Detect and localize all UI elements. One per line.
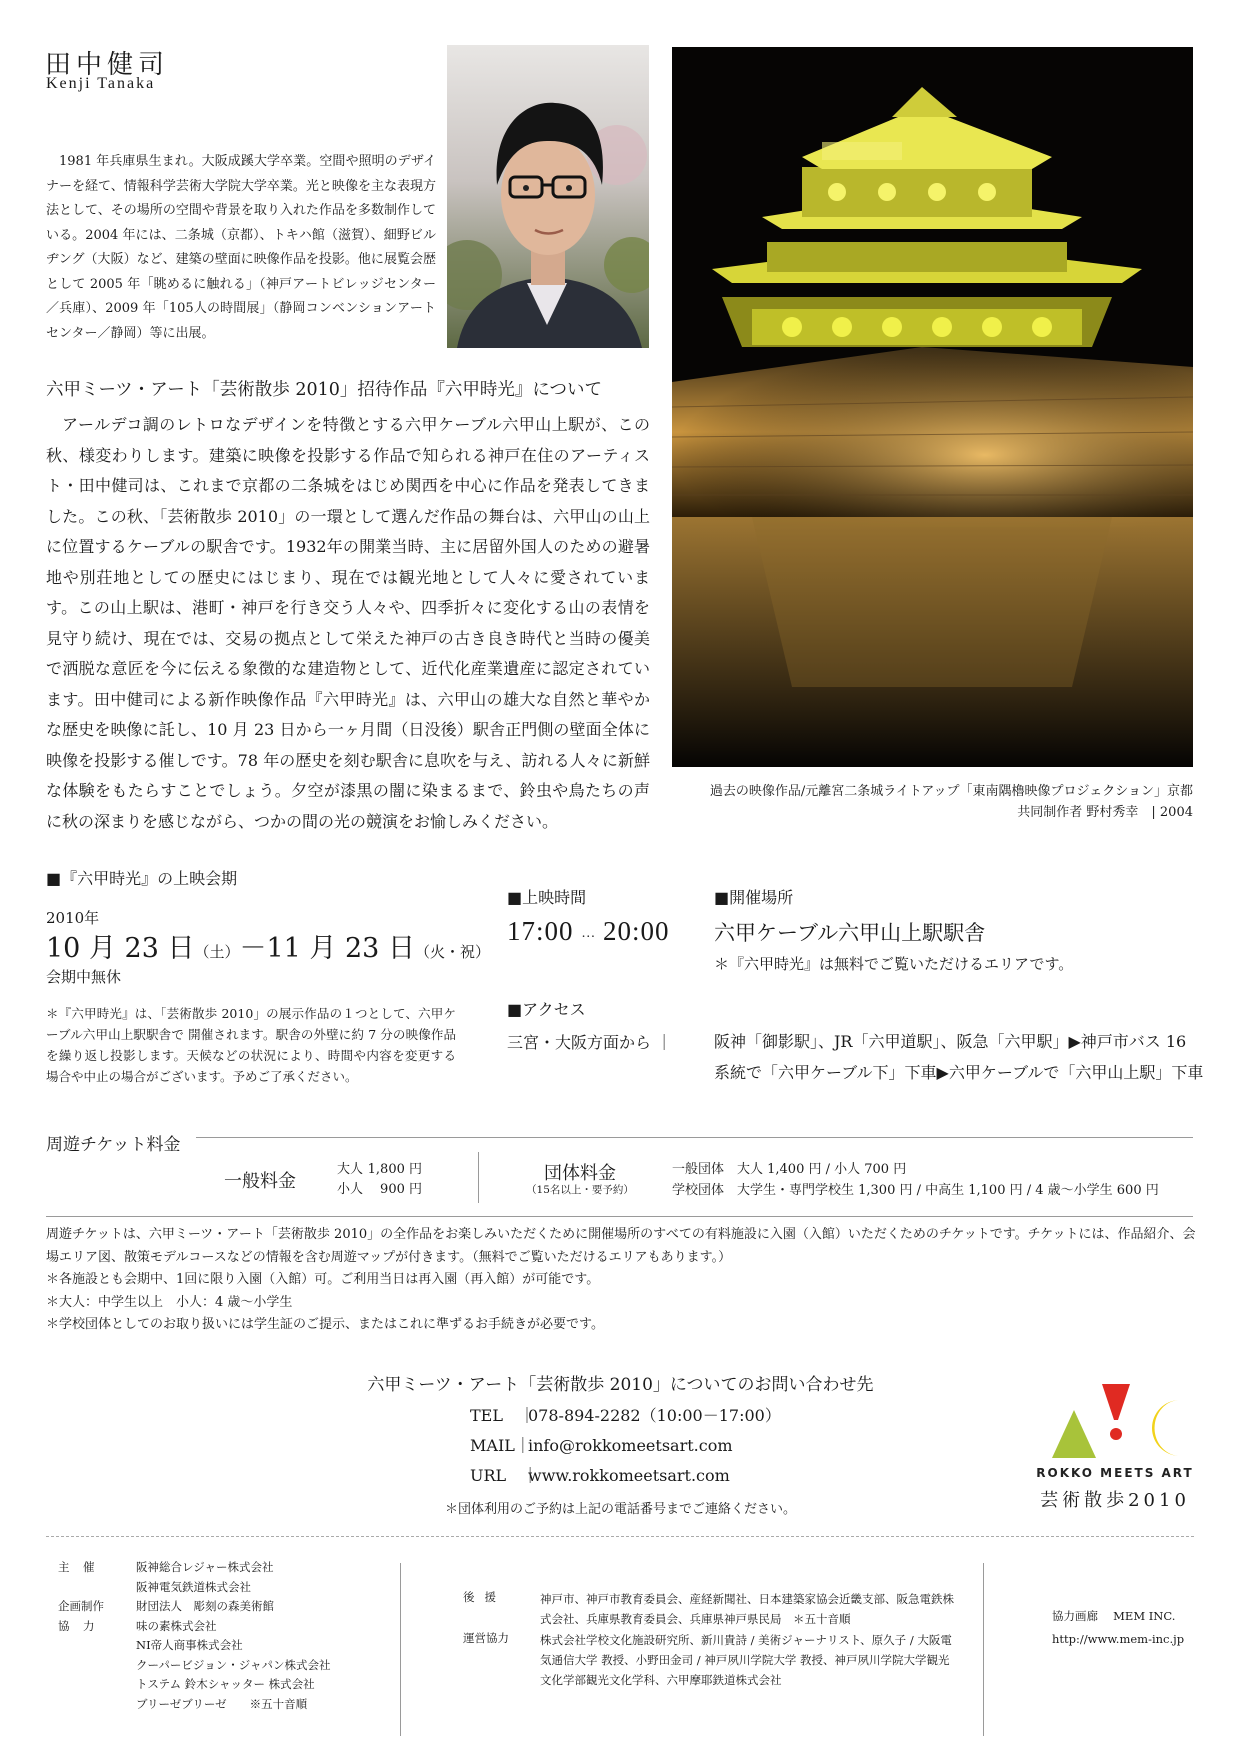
child-price-row [337,1180,422,1200]
adult-price: 1,800 円 [367,1162,422,1177]
credit-organizer [58,1558,330,1578]
support-key: 後援 [463,1590,506,1604]
period-start: 10 月 23 日 [46,933,195,964]
coop-3: クーパービジョン・ジャパン株式会社 [136,1657,331,1672]
access-heading: ■アクセス [507,1000,586,1019]
contact-url-value[interactable]: www.rokkomeetsart.com [528,1466,730,1485]
access-route: 阪神「御影駅」、JR「六甲道駅」、阪急「六甲駅」▶神戸市バス 16 系統で「六甲ケーブル下」下車▶六甲ケーブルで「六甲山上駅」下車 [714,1032,1204,1082]
photo-caption-title: 過去の映像作品/元離宮二条城ライトアップ「東南隅櫓映像プロジェクション」京都 [709,784,1193,799]
period-heading: ■『六甲時光』の上映会期 [46,869,238,888]
contact-mail-label: MAIL｜ [470,1436,531,1455]
contact-lines [470,1401,781,1491]
collaborating-gallery: 協力画廊 MEM INC. [1052,1609,1176,1623]
coop-4: トステム 鈴木シャッター 株式会社 [136,1677,315,1691]
article-title: 六甲ミーツ・アート「芸術散歩 2010」招待作品『六甲時光』について [46,380,603,400]
period-dates [46,926,490,965]
footer-divider-2 [983,1563,984,1736]
organizer-key: 主 催 [58,1560,96,1574]
operations-key: 運営協力 [463,1631,509,1645]
credit-coop-4 [58,1675,330,1695]
contact-tel-label: TEL ｜ [470,1406,535,1425]
child-label: 小人 [337,1182,364,1197]
collaborating-gallery-url[interactable]: http://www.mem-inc.jp [1052,1632,1185,1646]
logo-text: ROKKO MEETS ART [1036,1466,1194,1480]
footer-dashed-divider [46,1536,1194,1537]
period-dash: － [239,933,267,964]
credits-left [58,1558,330,1714]
ticket-desc-reentry: ＊各施設とも会期中、1回に限り入園（入館）可。ご利用当日は再入園（再入館）が可能です。 [46,1272,600,1287]
artist-portrait [447,45,649,348]
venue-name: 六甲ケーブル六甲山上駅駅舎 [714,921,986,945]
planning-key: 企画制作 [58,1599,104,1613]
contact-url-label: URL ｜ [470,1466,539,1485]
period-end-day: （火・祝） [414,943,490,961]
credit-coop-2 [58,1636,330,1656]
coop-5: ブリーゼブリーゼ ※五十音順 [136,1696,308,1711]
ticket-description [46,1224,1196,1337]
venue-heading: ■開催場所 [714,888,794,907]
credit-coop-5 [58,1695,330,1715]
organizer-2: 阪神電気鉄道株式会社 [136,1579,251,1594]
credit-planning [58,1597,330,1617]
group-prices [672,1159,1159,1201]
castle-lightup-photo [672,47,1193,767]
support-list: 神戸市、神戸市教育委員会、産経新聞社、日本建築家協会近畿支部、阪急電鉄株式会社、兵庫県教育委員会、兵庫県神戸県民局 ＊五十音順 [540,1592,954,1626]
group-price-label: 団体料金 [544,1163,616,1184]
period-description: ＊『六甲時光』は、「芸術散歩 2010」の展示作品の１つとして、六甲ケーブル六甲山上駅駅舎で 開催されます。駅舎の外壁に約 7 分の映像作品を繰り返し投影します。天候などの状況により、時間や内容を変更する場合や中止の場合がございます。予めご了承ください。 [46,1006,456,1084]
contact-tel-value: 078-894-2282（10:00－17:00） [528,1406,781,1425]
coop-1: 味の素株式会社 [136,1618,217,1633]
period-year: 2010年 [46,909,100,927]
article-body: アールデコ調のレトロなデザインを特徴とする六甲ケーブル六甲山上駅が、この秋、様変わりします。建築に映像を投影する作品で知られる神戸在住のアーティスト・田中健司は、これまで京都の二条城をはじめ関西を中心に作品を発表してきました。この秋、「芸術散歩 2010」の一環として選んだ作品の舞台は、六甲山の山上に位置するケーブルの駅舎です。1932年の開業当時、主に居留外国人のための避暑地や別荘地としての歴史にはじまり、現在では観光地として人々に愛されています。この山上駅は、港町・神戸を行き交う人々や、四季折々に変化する山の表情を見守り続け、現在では、交易の拠点として栄えた神戸の古き良き時代と当時の優美で洒脱な意匠を今に伝える象徴的な建造物として、近代化産業遺産に認定されています。田中健司による新作映像作品『六甲時光』は、六甲山の雄大な自然と華やかな歴史を映像に託し、10 月 23 日から一ヶ月間（日没後）駅舎正門側の壁面全体に映像を投影する催しです。78 年の歴史を刻む駅舎に息吹を与え、訪れる人々に新鮮な体験をもたらすことでしょう。夕空が漆黒の闇に染まるまで、鈴虫や鳥たちの声に秋の深まりを感じながら、つかの間の光の競演をお愉しみください。 [46,415,650,831]
general-price-label: 一般料金 [224,1171,296,1192]
period-end: 11 月 23 日 [266,933,415,964]
ticket-divider-top [196,1137,1193,1138]
cooperation-key: 協 力 [58,1618,96,1633]
ticket-desc-school: ＊学校団体としてのお取り扱いには学生証のご提示、またはこれに準ずるお手続きが必要です。 [46,1317,604,1332]
credit-organizer-2 [58,1578,330,1598]
contact-note: ＊団体利用のご予約は上記の電話番号までご連絡ください。 [444,1502,796,1517]
organizer-1: 阪神総合レジャー株式会社 [136,1560,274,1574]
ticket-divider-bottom [46,1216,1193,1217]
adult-label: 大人 [337,1162,364,1177]
logo-subtitle: 芸術散歩2010 [1040,1490,1190,1511]
planning: 財団法人 彫刻の森美術館 [136,1599,274,1613]
showtime-start: 17:00 [507,916,574,946]
group-price-sublabel: （15名以上・要予約） [526,1184,634,1196]
adult-price-row [337,1160,422,1180]
contact-url [470,1461,781,1491]
group-school-price: 学校団体 大学生・専門学校生 1,300 円 / 中高生 1,100 円 / 4 歳～小学生 600 円 [672,1183,1159,1198]
child-price: 900 円 [380,1182,422,1197]
general-prices [337,1160,422,1200]
contact-mail-value[interactable]: info@rokkomeetsart.com [528,1436,733,1455]
artist-bio: 1981 年兵庫県生まれ。大阪成蹊大学卒業。空間や照明のデザイナーを経て、情報科学芸術大学院大学卒業。光と映像を主な表現方法として、その場所の空間や背景を取り入れた作品を多数制作している。2004 年には、二条城（京都）、トキハ館（滋賀）、細野ビルヂング（大阪）など、建築の壁面に映像作品を投影。他に展覧会歴として 2005 年「眺めるに触れる」（神戸アートビレッジセンター／兵庫）、2009 年「105人の時間展」（静岡コンベンションアートセンター／静岡）等に出展。 [46,154,436,341]
period-start-day: （土） [194,943,240,961]
ticket-desc-main: 周遊チケットは、六甲ミーツ・アート「芸術散歩 2010」の全作品をお楽しみいただくために開催場所のすべての有料施設に入園（入館）いただくためのチケットです。チケットには、作品紹介、会場エリア図、散策モデルコースなどの情報を含む周遊マップが付きます。（無料でご覧いただけるエリアもあります。） [46,1227,1196,1265]
footer-divider-1 [400,1563,401,1736]
ticket-divider-vertical [478,1152,479,1203]
showtime-heading: ■上映時間 [507,888,587,907]
artist-name-english: Kenji Tanaka [46,75,156,92]
ticket-desc-age: ＊大人：中学生以上 小人：4 歳～小学生 [46,1294,293,1310]
contact-title: 六甲ミーツ・アート「芸術散歩 2010」についてのお問い合わせ先 [367,1375,874,1395]
credit-cooperation [58,1617,330,1637]
credit-coop-3 [58,1656,330,1676]
showtime-value [507,916,670,947]
group-general-price: 一般団体 大人 1,400 円 / 小人 700 円 [672,1162,907,1177]
access-from: 三宮・大阪方面から ｜ [507,1033,673,1052]
showtime-separator: … [581,925,596,941]
showtime-end: 20:00 [603,916,670,946]
artist-name: 田中健司 [45,50,170,80]
photo-caption-credit: 共同制作者 野村秀幸 | 2004 [1017,805,1193,820]
period-note: 会期中無休 [46,968,122,986]
contact-mail [470,1431,781,1461]
contact-tel [470,1401,781,1431]
venue-note: ＊『六甲時光』は無料でご覧いただけるエリアです。 [714,955,1074,973]
operations-list: 株式会社学校文化施設研究所、新川貴詩 / 美術ジャーナリスト、原久子 / 大阪電気通信大学 教授、小野田金司 / 神戸夙川学院大学 教授、神戸夙川学院大学観光文化学部観光文化学科、六甲摩耶鉄道株式会社 [540,1633,952,1687]
ticket-heading: 周遊チケット料金 [46,1135,181,1155]
coop-2: NI帝人商事株式会社 [136,1638,243,1652]
